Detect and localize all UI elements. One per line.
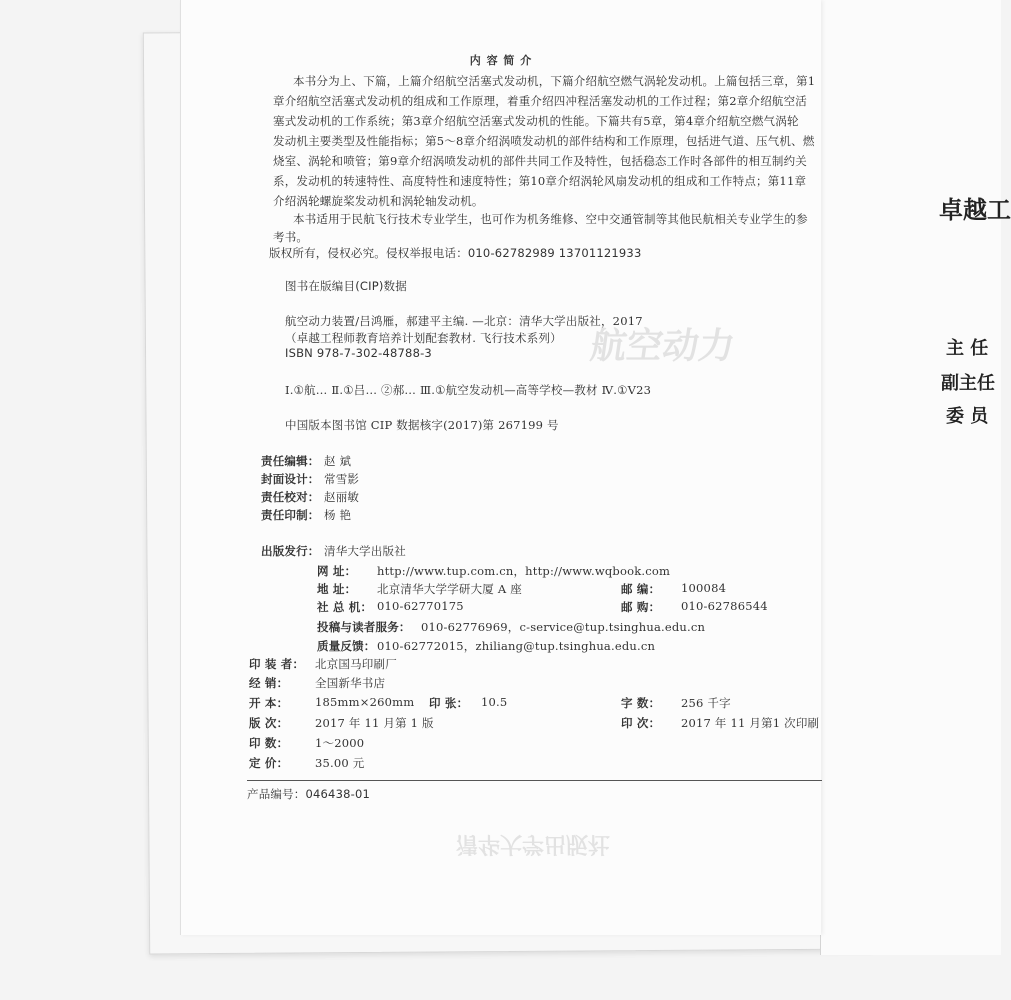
publisher-label: 出版发行： [261,544,320,558]
isbn: ISBN 978-7-302-48788-3 [285,346,432,360]
quality-feedback: 010-62772015，zhiliang@tup.tsinghua.edu.cn [377,639,656,653]
copyright-page [180,0,821,935]
price-label: 定 价： [249,756,289,770]
words-label: 字 数： [621,696,661,710]
web-url: http://www.tup.com.cn，http://www.wqbook.com [377,564,671,578]
cip-line: 航空动力装置/吕鸿雁，郝建平主编. —北京：清华大学出版社，2017 [285,314,643,328]
printer-label: 印 装 者： [249,657,305,671]
intro-line: 系，发动机的转速特性、高度特性和速度特性；第10章介绍涡轮风扇发动机的组成和工作特点；第11章 [273,174,807,188]
staff-label: 责任校对： [261,490,320,504]
switchboard: 010-62770175 [377,599,464,613]
distributor-label: 经 销： [249,676,289,690]
distributor: 全国新华书店 [315,676,386,690]
mail-order-label: 邮 购： [621,600,661,614]
printer: 北京国马印刷厂 [315,657,397,671]
mail-order: 010-62786544 [681,599,768,613]
staff-value: 常雪影 [324,472,360,486]
submission: 010-62776969，c-service@tup.tsinghua.edu.cn [421,620,706,634]
staff-label: 责任编辑： [261,454,320,468]
staff-value: 赵丽敏 [324,490,360,504]
sheets-label: 印 张： [429,696,469,710]
intro-line: 考书。 [273,230,309,244]
price: 35.00 元 [315,756,365,770]
intro-line: 本书分为上、下篇，上篇介绍航空活塞式发动机，下篇介绍航空燃气涡轮发动机。上篇包括三章，第1 [293,74,816,88]
print-run: 1～2000 [315,736,365,750]
switchboard-label: 社 总 机： [317,600,373,614]
postcode: 100084 [681,581,727,595]
staff-value: 杨 艳 [324,508,352,522]
copyright-notice: 版权所有，侵权必究。侵权举报电话：010-62782989 13701121933 [269,246,642,260]
show-through-publisher: 清华大学出版社 [456,831,611,856]
printing: 2017 年 11 月第1 次印刷 [681,716,820,730]
publisher: 清华大学出版社 [324,544,406,558]
postcode-label: 邮 编： [621,582,661,596]
show-through-title: 航空动力 [587,326,738,367]
cip-title: 图书在版编目(CIP)数据 [285,279,407,293]
intro-line: 烧室、涡轮和喷管；第9章介绍涡喷发动机的部件共同工作及特性，包括稳态工作时各部件的相互制约关 [273,154,808,168]
print-run-label: 印 数： [249,736,289,750]
role-member: 委 员 [946,406,989,427]
address: 北京清华大学学研大厦 A 座 [377,582,522,596]
sheets: 10.5 [481,695,508,709]
words: 256 千字 [681,696,731,710]
role-deputy-director: 副主任 [941,373,995,394]
intro-line: 本书适用于民航飞行技术专业学生，也可作为机务维修、空中交通管制等其他民航相关专业学生的参 [293,212,808,226]
classification: Ⅰ.①航… Ⅱ.①吕… ②郝… Ⅲ.①航空发动机—高等学校—教材 Ⅳ.①V23 [285,383,652,397]
submission-label: 投稿与读者服务： [317,620,411,634]
format: 185mm×260mm [315,695,415,709]
divider-rule [247,780,822,781]
cip-check-number: 中国版本图书馆 CIP 数据核字(2017)第 267199 号 [285,418,559,432]
edition-label: 版 次： [249,716,289,730]
quality-label: 质量反馈： [317,639,376,653]
product-code: 产品编号：046438-01 [247,787,370,801]
staff-label: 封面设计： [261,472,320,486]
edition: 2017 年 11 月第 1 版 [315,716,434,730]
next-page-title: 卓越工 [939,196,1011,224]
intro-line: 塞式发动机的工作系统；第3章介绍航空活塞式发动机的性能。下篇共有5章，第4章介绍航空燃气涡轮 [273,114,799,128]
address-label: 地 址： [317,582,357,596]
printing-label: 印 次： [621,716,661,730]
intro-line: 介绍涡轮螺旋桨发动机和涡轮轴发动机。 [273,194,484,208]
staff-label: 责任印制： [261,508,320,522]
next-page [820,0,1011,955]
cip-line: （卓越工程师教育培养计划配套教材. 飞行技术系列） [285,331,562,345]
role-director: 主 任 [946,338,989,359]
intro-title: 内 容 简 介 [469,54,533,67]
intro-line: 发动机主要类型及性能指标；第5～8章介绍涡喷发动机的部件结构和工作原理，包括进气道、压气机、燃 [273,134,815,148]
format-label: 开 本： [249,696,289,710]
intro-line: 章介绍航空活塞式发动机的组成和工作原理，着重介绍四冲程活塞发动机的工作过程；第2章介绍航空活 [273,94,808,108]
web-label: 网 址： [317,564,357,578]
staff-value: 赵 斌 [324,454,352,468]
